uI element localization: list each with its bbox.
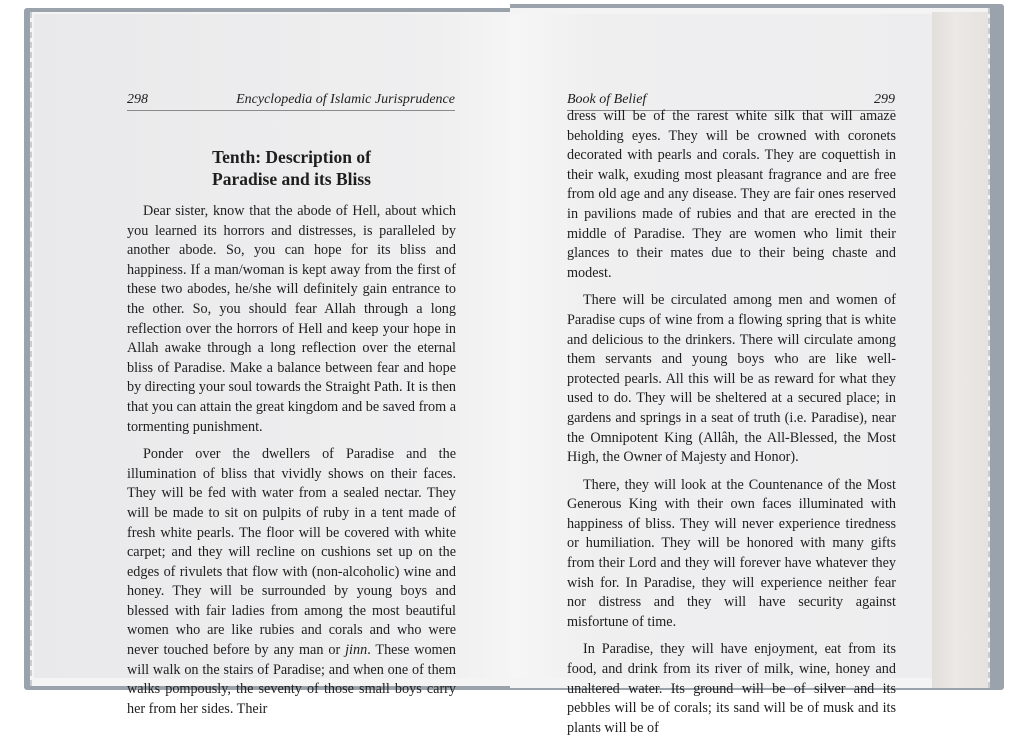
running-title-left: Encyclopedia of Islamic Jurisprudence: [236, 92, 455, 107]
chapter-title-line1: Tenth: Description of: [212, 147, 371, 167]
chapter-title: [127, 146, 456, 190]
page-edges-right: [932, 12, 988, 688]
paragraph: Ponder over the dwellers of Paradise and the illumination of bliss that vividly shows on their faces. They will be fed with water from a sealed nectar. They will be made to sit on pulpits of ruby in a tent made of fresh white pearls. The floor will be covered with white carpet; and they will recline on cushions set up on the edges of rivulets that flow with (non-alcoholic) wine and honey. They will be surrounded by young boys and blessed with fair ladies from among the most beautiful women who are like rubies and corals and who were never touched before by any man or jinn. These women will walk on the stairs of Paradise; and when one of them walks pompously, the seventy of those small boys carry her from her sides. Their: [127, 446, 456, 717]
paragraph: In Paradise, they will have enjoyment, eat from its food, and drink from its river of milk, wine, honey and unaltered water. Its ground will be of silver and its pebbles will be of corals; its sand will be of musk and its plants will be of: [567, 641, 896, 736]
page-number-right: 299: [874, 92, 895, 107]
left-running-head: [127, 88, 455, 111]
paragraph: Dear sister, know that the abode of Hell, about which you learned its horrors and distresses, is paralleled by another abode. So, you can hope for its bliss and happiness. If a man/woman is kept away from the first of these two abodes, he/she will definitely gain entrance to the other. So, you should fear Allah through a long reflection over the horrors of Hell and keep your hope in Allah awake through a long reflection over the eternal bliss of Paradise. Make a balance between fear and hope by directing your soul towards the Straight Path. It is then that you can attain the great kingdom and be saved from a tormenting punishment.: [127, 203, 456, 435]
right-page-body: [567, 107, 896, 746]
italic-term: jinn: [345, 642, 368, 659]
chapter-title-line2: Paradise and its Bliss: [212, 169, 371, 189]
paragraph: dress will be of the rarest white silk that will amaze beholding eyes. They will be crowned with coronets decorated with pearls and corals. They are coquettish in their walk, exuding most pleasant fragrance and are free from old age and any disease. They are fair ones reserved in pavilions made of rubies and that are erected in the middle of Paradise. They are women who limit their glances to their mates due to their being chaste and modest.: [567, 108, 896, 281]
left-page-body: [127, 202, 456, 727]
paragraph: There will be circulated among men and women of Paradise cups of wine from a flowing spring that is white and delicious to the drinkers. There will circulate among them servants and young boys who are like well-protected pearls. All this will be as reward for what they used to do. They will be sheltered at a secured place; in gardens and springs in a seat of truth (i.e. Paradise), near the Omnipotent King (Allâh, the All-Blessed, the Most High, the Owner of Majesty and Honor).: [567, 292, 896, 466]
paragraph: There, they will look at the Countenance of the Most Generous King with their own faces illuminated with happiness of bliss. They will never experience tiredness or humiliation. They will be honored with many gifts from their Lord and they will forever have whatever they wish for. In Paradise, they will experience neither fear nor distress and they will have security against misfortune of time.: [567, 476, 896, 630]
running-title-right: Book of Belief: [567, 92, 647, 107]
page-number-left: 298: [127, 92, 148, 107]
